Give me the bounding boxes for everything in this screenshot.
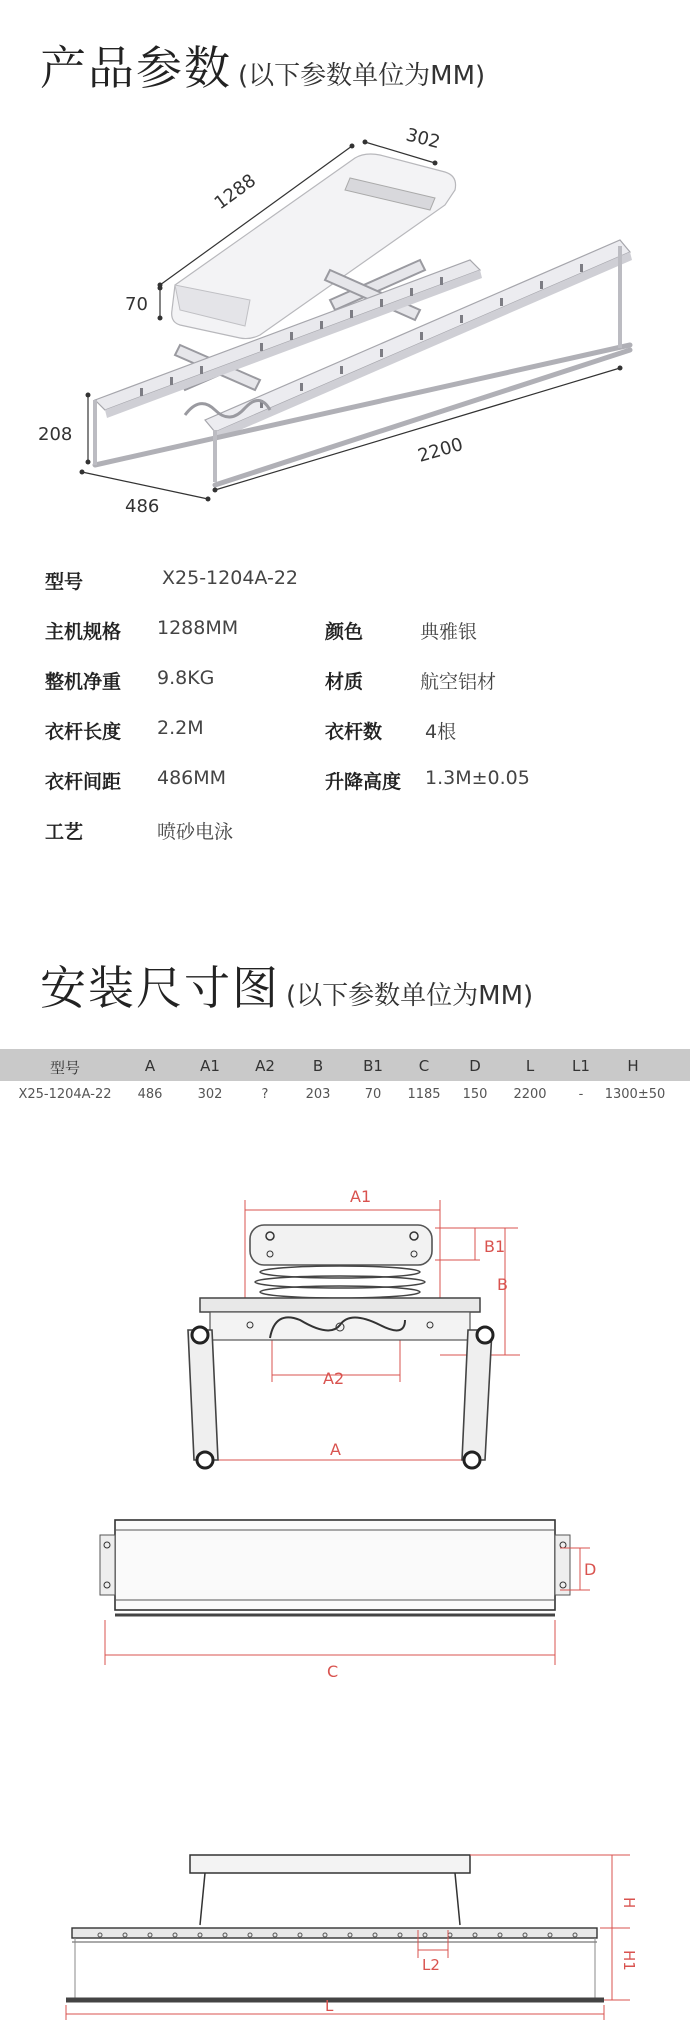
spec-model-value: X25-1204A-22	[162, 567, 299, 589]
params-subtitle: (以下参数单位为MM)	[238, 61, 486, 91]
table-header-cell: A2	[255, 1057, 275, 1075]
spec-rod-gap-label: 衣杆间距	[45, 771, 122, 793]
spec-host-value: 1288MM	[157, 617, 239, 639]
label-a: A	[330, 1440, 341, 1459]
table-cell: 203	[305, 1087, 331, 1102]
spec-craft-value: 喷砂电泳	[157, 821, 234, 843]
top-view-diagram	[0, 1505, 690, 1680]
section-title-params	[40, 32, 485, 98]
table-header-cell: H	[627, 1057, 639, 1075]
params-title: 产品参数	[40, 41, 232, 95]
table-cell: -	[578, 1087, 584, 1102]
spec-weight-value: 9.8KG	[157, 667, 215, 689]
spec-host-label: 主机规格	[45, 621, 122, 643]
label-c: C	[327, 1662, 339, 1680]
side-view-diagram	[0, 1160, 690, 1500]
label-a1: A1	[350, 1187, 372, 1206]
label-l2: L2	[422, 1956, 440, 1974]
install-title: 安装尺寸图	[40, 961, 280, 1015]
dim-1288: 1288	[210, 170, 261, 215]
install-subtitle: (以下参数单位为MM)	[286, 981, 534, 1011]
table-cell: 70	[364, 1087, 382, 1102]
spec-model-label: 型号	[45, 571, 84, 593]
table-header-cell: B1	[363, 1057, 383, 1075]
spec-material-value: 航空铝材	[420, 671, 497, 693]
label-b1: B1	[484, 1237, 506, 1256]
table-header-cell: L	[525, 1057, 535, 1075]
table-header-cell: D	[469, 1057, 481, 1075]
table-cell: X25-1204A-22	[18, 1087, 112, 1102]
spec-weight-label: 整机净重	[45, 671, 122, 693]
dim-302: 302	[403, 124, 443, 154]
spec-rod-length-value: 2.2M	[157, 717, 204, 739]
spec-rod-count-label: 衣杆数	[325, 721, 383, 743]
label-d: D	[584, 1560, 597, 1579]
spec-color-label: 颜色	[325, 621, 364, 643]
front-view-diagram	[0, 1700, 690, 2023]
spec-rod-gap-value: 486MM	[157, 767, 227, 789]
dim-208: 208	[38, 424, 73, 445]
label-h: H	[620, 1897, 638, 1909]
table-cell: ?	[261, 1087, 269, 1102]
table-header-cell: 型号	[49, 1059, 80, 1077]
table-header-cell: A1	[200, 1057, 220, 1075]
table-cell: 2200	[513, 1087, 547, 1102]
spec-material-label: 材质	[325, 671, 364, 693]
spec-rod-count-value: 4根	[425, 721, 457, 743]
label-l: L	[325, 1997, 334, 2015]
table-header-cell: A	[144, 1057, 156, 1075]
table-cell: 302	[197, 1087, 223, 1102]
dim-70: 70	[125, 294, 148, 315]
table-header-cell: C	[418, 1057, 430, 1075]
label-h1: H1	[620, 1950, 638, 1971]
spec-lift-label: 升降高度	[325, 771, 402, 793]
spec-craft-label: 工艺	[45, 821, 84, 843]
table-cell: 486	[137, 1087, 163, 1102]
section-title-install	[40, 952, 533, 1018]
table-header-cell: L1	[572, 1057, 590, 1075]
table-cell: 150	[462, 1087, 488, 1102]
table-cell: 1185	[407, 1087, 441, 1102]
spec-color-value: 典雅银	[420, 621, 478, 643]
spec-lift-value: 1.3M±0.05	[425, 767, 530, 789]
product-3d-illustration	[0, 110, 690, 520]
table-header-cell: B	[312, 1057, 324, 1075]
table-cell: 1300±50	[604, 1087, 666, 1102]
dim-486: 486	[125, 496, 160, 517]
dim-2200: 2200	[415, 433, 466, 467]
spec-rod-length-label: 衣杆长度	[45, 721, 122, 743]
label-b: B	[497, 1275, 508, 1294]
label-a2: A2	[323, 1369, 345, 1388]
